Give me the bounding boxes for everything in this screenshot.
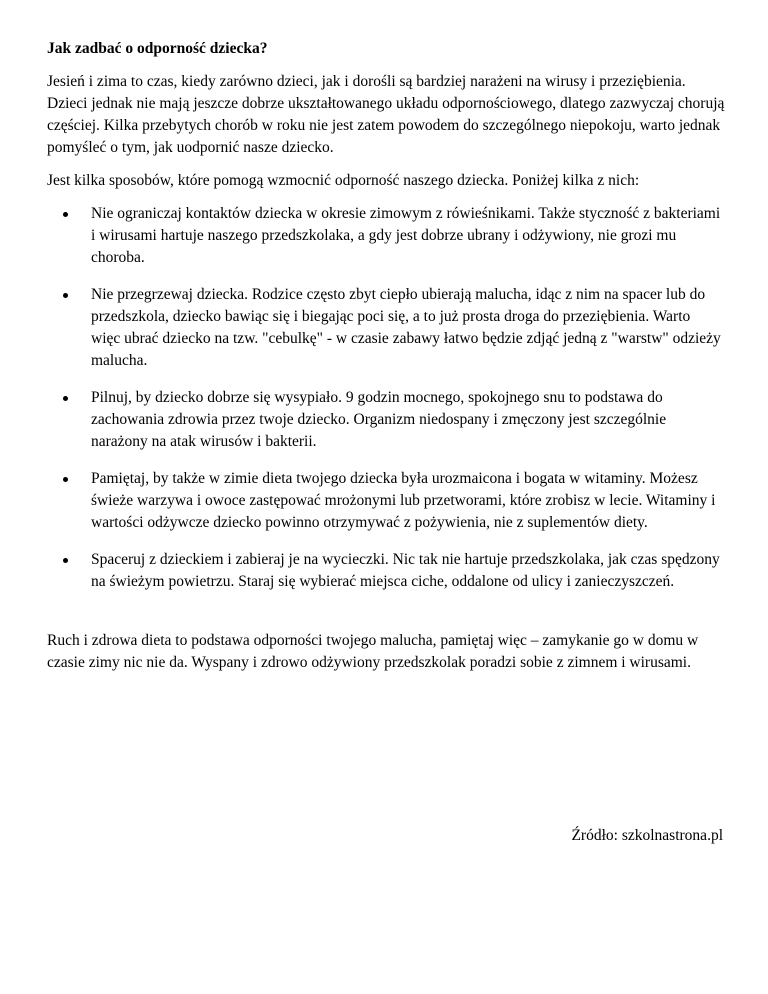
tips-list: [47, 203, 727, 593]
article: [47, 38, 727, 685]
article-title: Jak zadbać o odporność dziecka?: [47, 40, 268, 57]
list-item: Spaceruj z dzieckiem i zabieraj je na wycieczki. Nic tak nie hartuje przedszkolaka, jak czas spędzony na świeżym powietrzu. Staraj się wybierać miejsca ciche, oddalone od ulicy i zanieczyszczeń.: [91, 549, 727, 593]
list-item: Nie ograniczaj kontaktów dziecka w okresie zimowym z rówieśnikami. Także styczność z bakteriami i wirusami hartuje naszego przedszkolaka, a gdy jest dobrze ubrany i odżywiony, nie grozi mu choroba.: [91, 203, 727, 269]
source-attribution: Źródło: szkolnastrona.pl: [571, 827, 723, 844]
list-item: Nie przegrzewaj dziecka. Rodzice często zbyt ciepło ubierają malucha, idąc z nim na spacer lub do przedszkola, dziecko bawiąc się i biegając poci się, a to już prosta droga do przeziębienia. Warto więc ubrać dziecko na tzw. "cebulkę" - w czasie zabawy łatwo będzie zdjąć jedną z "warstw" odzieży malucha.: [91, 284, 727, 372]
list-item: Pilnuj, by dziecko dobrze się wysypiało. 9 godzin mocnego, spokojnego snu to podstawa do zachowania zdrowia przez twoje dziecko. Organizm niedospany i zmęczony jest szczególnie narażony na atak wirusów i bakterii.: [91, 387, 727, 453]
closing-paragraph: Ruch i zdrowa dieta to podstawa odporności twojego malucha, pamiętaj więc – zamykanie go w domu w czasie zimy nic nie da. Wyspany i zdrowo odżywiony przedszkolak poradzi sobie z zimnem i wirusami.: [47, 632, 699, 671]
list-item: Pamiętaj, by także w zimie dieta twojego dziecka była urozmaicona i bogata w witaminy. Możesz świeże warzywa i owoce zastępować mrożonymi lub przetworami, które zrobisz w lecie. Witaminy i wartości odżywcze dziecko powinno otrzymywać z pożywienia, nie z suplementów diety.: [91, 468, 727, 534]
intro-paragraph: Jesień i zima to czas, kiedy zarówno dzieci, jak i dorośli są bardziej narażeni na wirusy i przeziębienia. Dzieci jednak nie mają jeszcze dobrze ukształtowanego układu odpornościowego, dlatego zazwyczaj chorują częściej. Kilka przebytych chorób w roku nie jest zatem powodem do szczególnego niepokoju, warto jednak pomyśleć o tym, jak uodpornić nasze dziecko.: [47, 73, 725, 156]
lead-paragraph: Jest kilka sposobów, które pomogą wzmocnić odporność naszego dziecka. Poniżej kilka z nich:: [47, 172, 640, 189]
